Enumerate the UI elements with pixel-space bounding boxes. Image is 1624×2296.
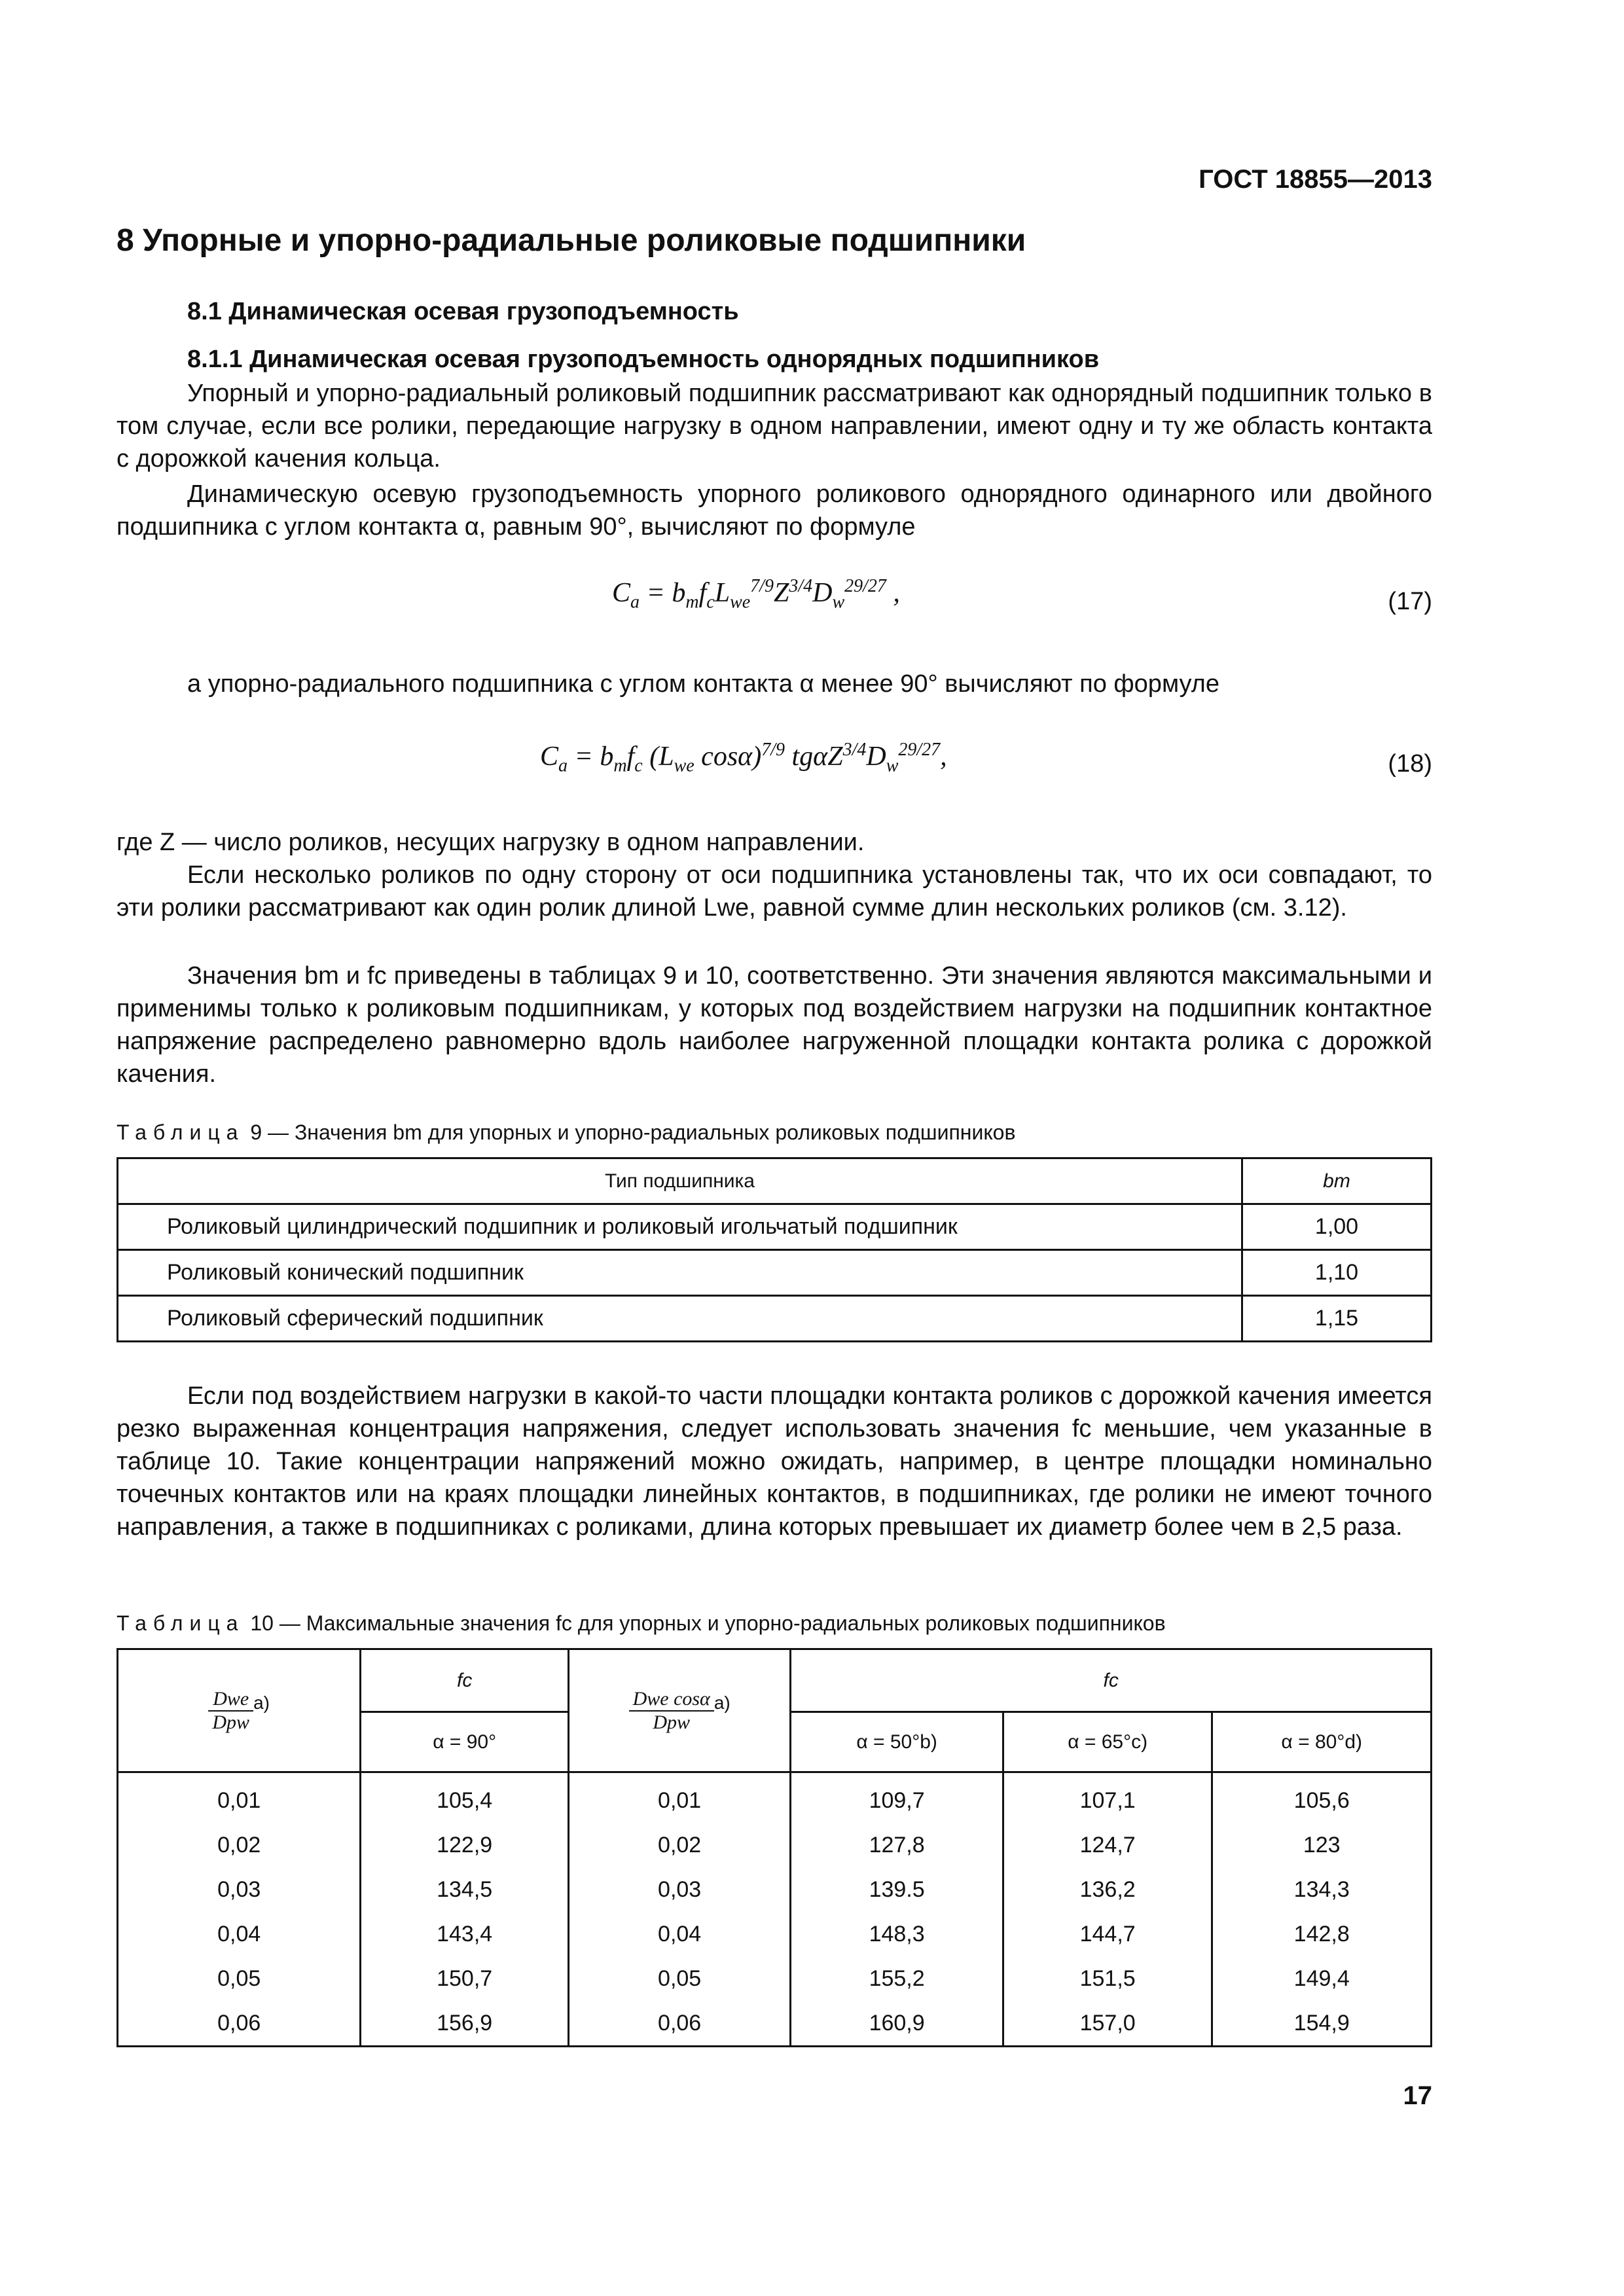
table-row xyxy=(118,1296,1432,1342)
table-10-cell: 123 xyxy=(1212,1823,1432,1867)
paragraph-6: Значения bm и fc приведены в таблицах 9 и 10, соответственно. Эти значения являются максимальными и применимы только к роликовым подшипникам, у которых под воздействием нагрузки на подшипник контактное напряжение распределено равномерно вдоль наиболее нагруженной площадки контакта ролика с дорожкой качения. xyxy=(117,962,1432,1088)
table-10-cell: 142,8 xyxy=(1212,1912,1432,1956)
table-row xyxy=(118,1772,1432,1823)
paragraph-5: Если несколько роликов по одну сторону от оси подшипника установлены так, что их оси совпадают, то эти ролики рассматривают как один ролик длиной Lwe, равной сумме длин нескольких роликов (см. 3.12). xyxy=(117,861,1432,922)
table-10-cell: 160,9 xyxy=(791,2001,1003,2047)
table-9-caption: Таблица 9 — Значения bm для упорных и упорно-радиальных роликовых подшипников xyxy=(117,1121,1016,1144)
subsection-title: 8.1 Динамическая осевая грузоподъемность xyxy=(187,298,739,325)
table-row xyxy=(118,1204,1432,1250)
table-10-cell: 105,6 xyxy=(1212,1772,1432,1823)
formula-18-number: (18) xyxy=(1388,750,1432,778)
subsubsection-title: 8.1.1 Динамическая осевая грузоподъемность однорядных подшипников xyxy=(187,346,1100,373)
table-9-cell-b: 1,15 xyxy=(1242,1296,1432,1342)
table-10-header-angle-65: α = 65°c) xyxy=(1003,1712,1212,1772)
paragraph-1: Упорный и упорно-радиальный роликовый подшипник рассматривают как однорядный подшипник только в том случае, если все ролики, передающие нагрузку в одном направлении, имеют одну и ту же область контакта с дорожкой качения кольца. xyxy=(117,380,1432,473)
document-code: ГОСТ 18855—2013 xyxy=(1199,165,1432,194)
table-10-cell: 139.5 xyxy=(791,1867,1003,1912)
table-10-cell: 107,1 xyxy=(1003,1772,1212,1823)
table-10-cell: 151,5 xyxy=(1003,1956,1212,2001)
paragraph-7: Если под воздействием нагрузки в какой-то части площадки контакта роликов с дорожкой качения имеется резко выраженная концентрация напряжения, следует использовать значения fc меньшие, чем указанные в таблице 10. Такие концентрации напряжений можно ожидать, например, в центре площадки номинально точечных контактов или на краях площадки линейных контактов, в подшипниках, где ролики не имеют точного направления, а также в подшипниках с роликами, длина которых превышает их диаметр более чем в 2,5 раза. xyxy=(117,1382,1432,1541)
table-10-cell: 156,9 xyxy=(361,2001,569,2047)
table-10-header-angle-80: α = 80°d) xyxy=(1212,1712,1432,1772)
table-10-cell: 0,05 xyxy=(568,1956,790,2001)
table-9-cell-type: Роликовый конический подшипник xyxy=(118,1250,1242,1296)
table-10-cell: 0,03 xyxy=(118,1867,361,1912)
paragraph-2: Динамическую осевую грузоподъемность упорного роликового однорядного одинарного или двойного подшипника с углом контакта α, равным 90°, вычисляют по формуле xyxy=(117,480,1432,541)
table-9-cell-type: Роликовый цилиндрический подшипник и роликовый игольчатый подшипник xyxy=(118,1204,1242,1250)
formula-17: $C_a = b_mf_cL_{we}^{7/9}Z^{3/4}D_w^{29/27}$ , xyxy=(612,576,900,613)
table-10-cell: 122,9 xyxy=(361,1823,569,1867)
table-10-header-angle-50: α = 50°b) xyxy=(791,1712,1003,1772)
table-9-cell-b: 1,10 xyxy=(1242,1250,1432,1296)
table-10-cell: 0,05 xyxy=(118,1956,361,2001)
table-10-caption: Таблица 10 — Максимальные значения fc для упорных и упорно-радиальных роликовых подшипников xyxy=(117,1611,1166,1635)
table-9 xyxy=(117,1157,1432,1342)
table-10-cell: 157,0 xyxy=(1003,2001,1212,2047)
table-10-cell: 0,01 xyxy=(568,1772,790,1823)
table-10-cell: 134,3 xyxy=(1212,1867,1432,1912)
section-title: 8 Упорные и упорно-радиальные роликовые подшипники xyxy=(117,223,1026,258)
table-10-cell: 0,06 xyxy=(568,2001,790,2047)
table-10-cell: 134,5 xyxy=(361,1867,569,1912)
table-10-cell: 150,7 xyxy=(361,1956,569,2001)
table-10-header-fc-group: fc xyxy=(791,1649,1432,1712)
paragraph-4: где Z — число роликов, несущих нагрузку в одном направлении. xyxy=(117,829,865,856)
table-row xyxy=(118,1867,1432,1912)
table-10-cell: 0,02 xyxy=(568,1823,790,1867)
table-10-cell: 0,01 xyxy=(118,1772,361,1823)
table-10-cell: 144,7 xyxy=(1003,1912,1212,1956)
table-10-cell: 136,2 xyxy=(1003,1867,1212,1912)
table-10-cell: 0,02 xyxy=(118,1823,361,1867)
table-10-cell: 154,9 xyxy=(1212,2001,1432,2047)
table-9-cell-b: 1,00 xyxy=(1242,1204,1432,1250)
table-9-header-b: bm xyxy=(1242,1158,1432,1204)
table-10-cell: 149,4 xyxy=(1212,1956,1432,2001)
table-row xyxy=(118,1250,1432,1296)
table-row xyxy=(118,1912,1432,1956)
paragraph-3: а упорно-радиального подшипника с углом контакта α менее 90° вычисляют по формуле xyxy=(187,670,1219,698)
table-10-cell: 155,2 xyxy=(791,1956,1003,2001)
formula-17-number: (17) xyxy=(1388,588,1432,615)
table-row xyxy=(118,1956,1432,2001)
table-9-header-type: Тип подшипника xyxy=(118,1158,1242,1204)
table-10-cell: 0,04 xyxy=(568,1912,790,1956)
table-10-cell: 0,04 xyxy=(118,1912,361,1956)
table-row xyxy=(118,2001,1432,2047)
table-10-header-angle-90: α = 90° xyxy=(361,1712,569,1772)
table-10 xyxy=(117,1648,1432,2047)
table-9-cell-type: Роликовый сферический подшипник xyxy=(118,1296,1242,1342)
table-10-cell: 105,4 xyxy=(361,1772,569,1823)
table-row xyxy=(118,1823,1432,1867)
table-10-cell: 143,4 xyxy=(361,1912,569,1956)
table-10-cell: 0,06 xyxy=(118,2001,361,2047)
table-10-cell: 148,3 xyxy=(791,1912,1003,1956)
table-10-cell: 124,7 xyxy=(1003,1823,1212,1867)
table-10-header-ratio-cos: $\frac{\text{Dwe cosα}}{\text{Dpw}}$ $^{a)}$ xyxy=(568,1649,790,1772)
table-10-cell: 109,7 xyxy=(791,1772,1003,1823)
formula-18: $C_a = b_mf_c$ ($L_{we}$ cosα)$^{7/9}$ $tg\alpha Z^{3/4}D_w^{29/27}$, xyxy=(540,740,947,776)
page-number: 17 xyxy=(1403,2081,1432,2110)
table-10-header-ratio: $\frac{\text{Dwe}}{\text{Dpw}}$ $^{a)}$ xyxy=(118,1649,361,1772)
table-10-cell: 127,8 xyxy=(791,1823,1003,1867)
table-10-cell: 0,03 xyxy=(568,1867,790,1912)
table-10-header-fc: fc xyxy=(361,1649,569,1712)
